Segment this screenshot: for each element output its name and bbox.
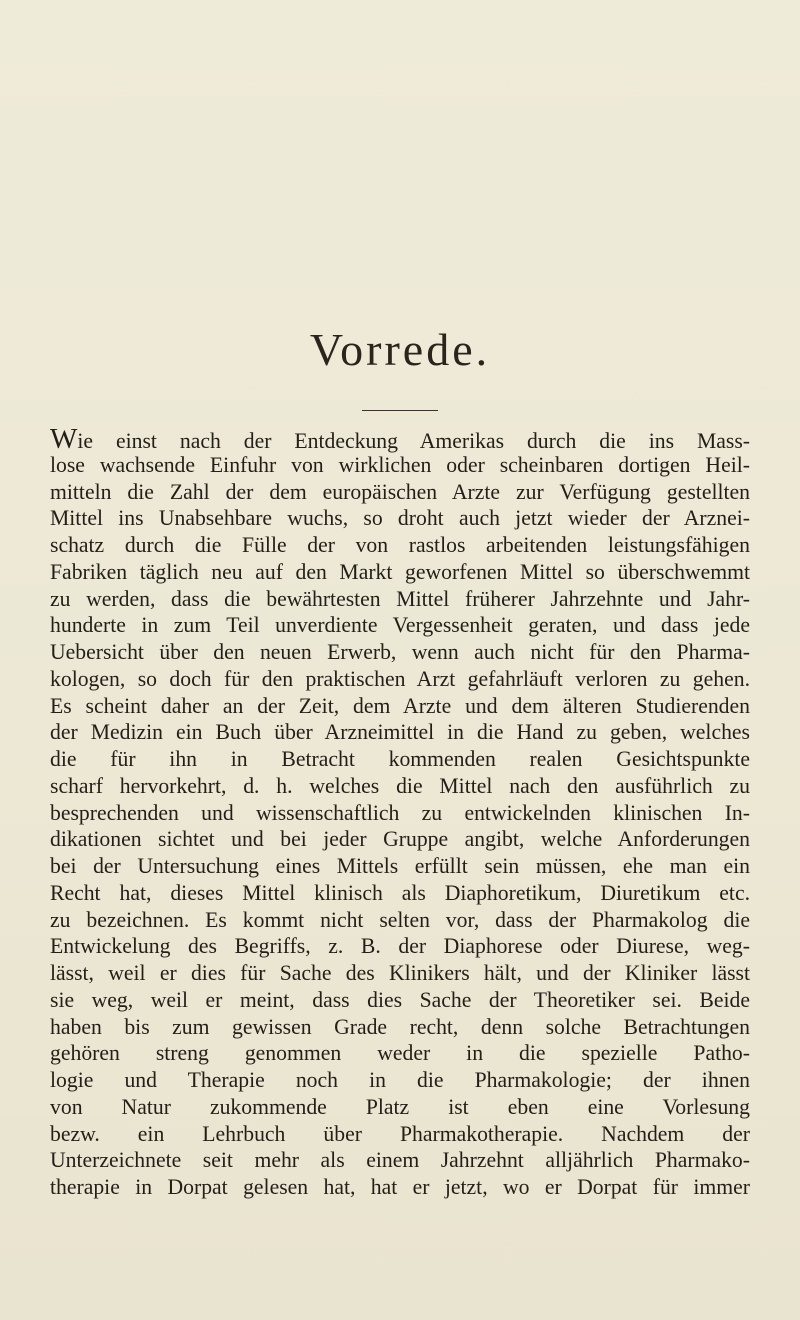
text-line [50,826,750,853]
text-line [50,1094,750,1121]
line-text: schatz durch die Fülle der von rastlos arbeitenden leistungsfähigen [50,533,750,557]
line-text: ie einst nach der Entdeckung Amerikas durch die ins Mass- [77,429,750,453]
line-text: sie weg, weil er meint, dass dies Sache der Theoretiker sei. Beide [50,987,750,1012]
text-line [50,505,750,532]
text-line [50,559,750,586]
preface-body [50,425,750,1201]
title-rule [362,410,438,411]
text-line [50,1067,750,1094]
text-line [50,452,750,479]
line-text: scharf hervorkehrt, d. h. welches die Mittel nach den ausführlich zu [50,773,750,798]
text-line [50,773,750,800]
line-text: bezw. ein Lehrbuch über Pharmakotherapie. Nachdem der [50,1121,750,1146]
line-text: hunderte in zum Teil unverdiente Vergessenheit geraten, und dass jede [50,613,750,638]
line-text: lässt, weil er dies für Sache des Klinikers hält, und der Kliniker lässt [50,961,750,985]
line-text: Es scheint daher an der Zeit, dem Arzte und dem älteren Studierenden [50,693,750,718]
line-text: Uebersicht über den neuen Erwerb, wenn auch nicht für den Pharma- [50,640,750,664]
text-line [50,612,750,639]
line-text: Mittel ins Unabsehbare wuchs, so droht auch jetzt wieder der Arznei- [50,506,750,531]
line-text: zu werden, dass die bewährtesten Mittel früherer Jahrzehnte und Jahr- [50,586,750,611]
text-line [50,1121,750,1148]
text-line [50,719,750,746]
line-text: haben bis zum gewissen Grade recht, denn solche Betrachtungen [50,1014,750,1039]
text-line [50,639,750,666]
line-text: kologen, so doch für den praktischen Arzt gefahrläuft verloren zu gehen. [50,666,750,691]
line-text: dikationen sichtet und bei jeder Gruppe angibt, welche Anforderungen [50,827,750,852]
text-line [50,1147,750,1174]
text-line [50,987,750,1014]
text-line [50,1014,750,1041]
text-line [50,532,750,559]
line-text: mitteln die Zahl der dem europäischen Arzte zur Verfügung gestellten [50,479,750,504]
line-text: die für ihn in Betracht kommenden realen Gesichtspunkte [50,747,750,771]
line-text: bei der Untersuchung eines Mittels erfüllt sein müssen, ehe man ein [50,854,750,878]
text-line [50,746,750,773]
line-text: zu bezeichnen. Es kommt nicht selten vor, dass der Pharmakolog die [50,907,750,932]
text-line [50,907,750,934]
text-line [50,586,750,613]
text-line [50,960,750,987]
line-text: Unterzeichnete seit mehr als einem Jahrzehnt alljährlich Pharmako- [50,1148,750,1173]
line-text: besprechenden und wissenschaftlich zu entwickelnden klinischen In- [50,800,750,825]
line-text: gehören streng genommen weder in die spezielle Patho- [50,1041,750,1066]
text-line [50,666,750,693]
initial-letter: W [50,423,78,455]
line-text: logie und Therapie noch in die Pharmakologie; der ihnen [50,1068,750,1092]
page-title: Vorrede. [309,324,491,375]
line-text: Entwickelung des Begriffs, z. B. der Diaphorese oder Diurese, weg- [50,934,750,959]
line-text: Fabriken täglich neu auf den Markt geworfenen Mittel so überschwemmt [50,559,750,584]
line-text: Recht hat, dieses Mittel klinisch als Diaphoretikum, Diuretikum etc. [50,880,750,905]
text-line [50,853,750,880]
text-line [50,423,750,455]
text-line [50,880,750,907]
text-line [50,693,750,720]
line-text: lose wachsende Einfuhr von wirklichen oder scheinbaren dortigen Heil- [50,452,750,477]
text-line [50,800,750,827]
text-line [50,479,750,506]
line-text: therapie in Dorpat gelesen hat, hat er jetzt, wo er Dorpat für immer [50,1175,750,1199]
line-text: von Natur zukommende Platz ist eben eine Vorlesung [50,1094,750,1119]
line-text: der Medizin ein Buch über Arzneimittel in die Hand zu geben, welches [50,720,750,745]
text-line [50,933,750,960]
text-line [50,1040,750,1067]
text-line [50,1174,750,1201]
